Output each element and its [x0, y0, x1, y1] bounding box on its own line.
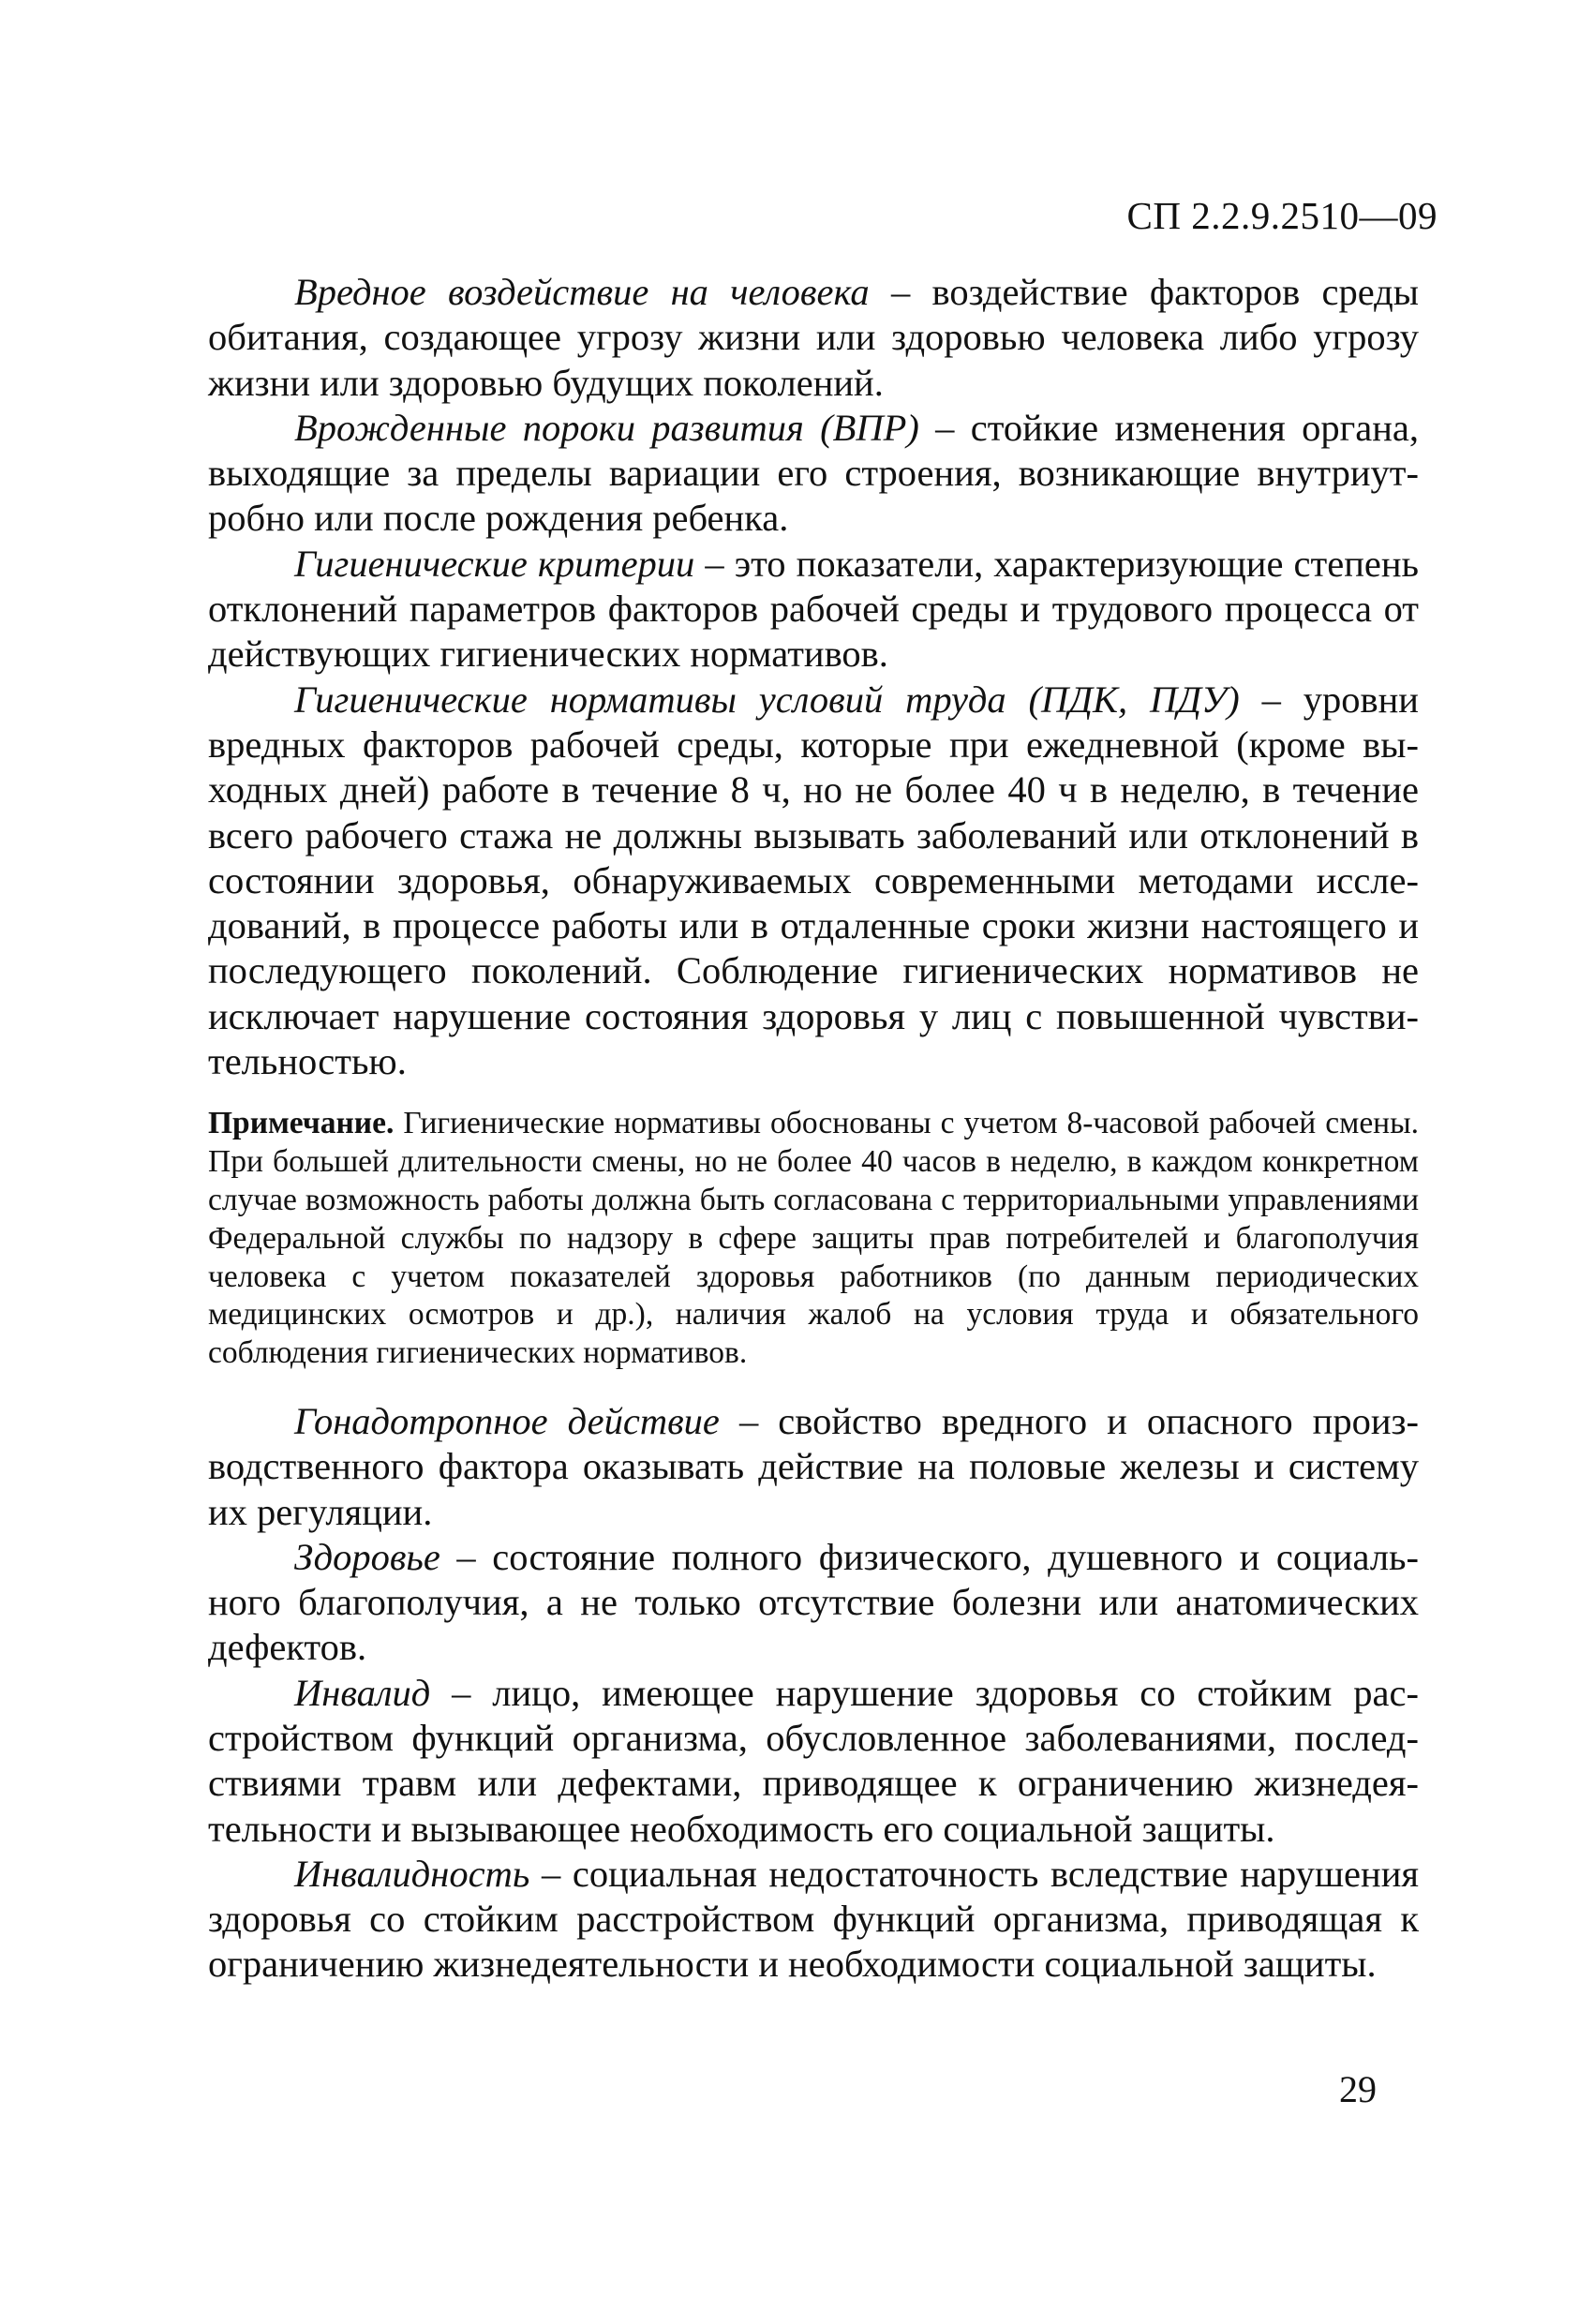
definition-text: – воздействие факторов среды обитания, создающее угрозу жизни или здоровью человека либо угрозу жизни или здоровью будущих поколений.: [208, 271, 1419, 404]
definition-term: Врожденные пороки развития (ВПР): [294, 406, 919, 449]
page-number: 29: [1339, 2068, 1377, 2110]
definition-harmful-effect: [208, 270, 1419, 406]
definition-term: Инвалид: [294, 1671, 431, 1714]
definition-term: Гигиенические критерии: [294, 542, 695, 585]
definition-term: Инвалидность: [294, 1852, 530, 1895]
definition-text: – это показатели, характеризующие степень отклонений параметров факторов рабочей среды и трудового процесса от действующих гигиенических нормативов.: [208, 542, 1419, 676]
definition-text: – уровни вредных факторов рабочей среды, которые при ежедневной (кроме выходных дней) работе в течение 8 ч, но не более 40 ч в неделю, в течение всего рабочего стажа не должны вызывать заболеваний или отклонений в состоянии здоровья, обнаруживаемых современными методами исследований, в процессе работы или в отдаленные сроки жизни настоящего и последующего поколений. Соблюдение гигиенических нормативов не исключает нарушение состояния здоровья у лиц с повышенной чувствительностью.: [208, 678, 1419, 1083]
note-block: [208, 1105, 1419, 1373]
definition-gonadotropic-action: [208, 1399, 1419, 1535]
document-code: СП 2.2.9.2510—09: [1126, 194, 1438, 237]
definition-text: – стойкие изменения органа, выходящие за пределы вариации его строения, возникающие внутриутробно или после рождения ребенка.: [208, 406, 1419, 540]
definition-text: – лицо, имеющее нарушение здоровья со стойким расстройством функций организма, обусловленное заболеваниями, последствиями травм или дефектами, приводящее к ограничению жизнедеятельности и вызывающее необходимость его социальной защиты.: [208, 1671, 1419, 1850]
note-label: Примечание.: [208, 1106, 395, 1141]
definition-text: – социальная недостаточность вследствие нарушения здоровья со стойким расстройством функций организма, приводящая к ограничению жизнедеятельности и необходимости социальной защиты.: [208, 1852, 1419, 1986]
definition-hygienic-criteria: [208, 542, 1419, 678]
definition-term: Гонадотропное действие: [294, 1399, 720, 1442]
definition-term: Гигиенические нормативы условий труда (ПДК, ПДУ): [294, 678, 1240, 721]
definition-text: – свойство вредного и опасного производственного фактора оказывать действие на половые железы и систему их регуляции.: [208, 1399, 1419, 1533]
definition-term: Вредное воздействие на человека: [294, 271, 870, 313]
definition-disabled-person: [208, 1671, 1419, 1852]
definition-term: Здоровье: [294, 1535, 440, 1578]
definition-congenital-defects: [208, 406, 1419, 542]
definition-text: – состояние полного физического, душевного и социального благополучия, а не только отсутствие болезни или анатомических дефектов.: [208, 1535, 1419, 1669]
definition-hygienic-standards: [208, 678, 1419, 1085]
note-text: Гигиенические нормативы обоснованы с учетом 8-часовой рабочей смены. При большей длительности смены, но не более 40 часов в неделю, в каждом конкретном случае возможность работы должна быть согласована с территориальными управлениями Федеральной службы по надзору в сфере защиты прав потребителей и благополучия человека с учетом показателей здоровья работников (по данным периодических медицинских осмотров и др.), наличия жалоб на условия труда и обязательного соблюдения гигиенических нормативов.: [208, 1106, 1419, 1371]
definition-health: [208, 1535, 1419, 1671]
page-content: [208, 270, 1419, 1988]
definition-disability: [208, 1852, 1419, 1988]
